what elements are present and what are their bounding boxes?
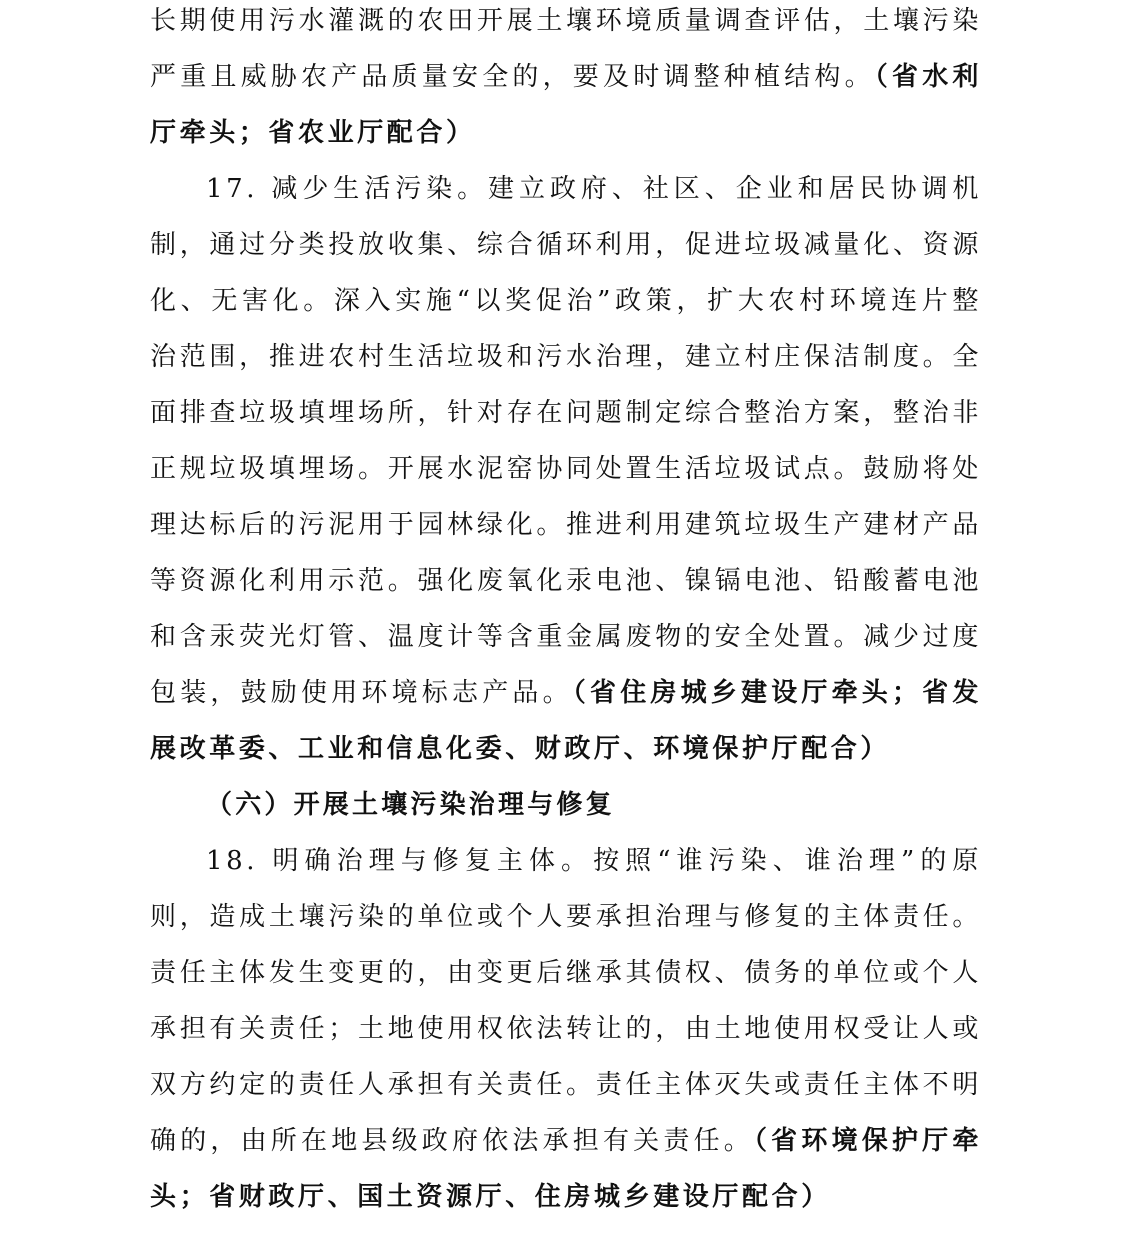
paragraph-item-17 (150, 161, 982, 777)
paragraph-continuation (150, 0, 982, 161)
responsibility-note: （省住房城乡建设厅牵头；省发展改革委、工业和信息化委、财政厅、环境保护厅配合） (150, 678, 982, 764)
paragraph-item-18 (150, 833, 982, 1225)
paragraph-text: 长期使用污水灌溉的农田开展土壤环境质量调查评估，土壤污染严重且威胁农产品质量安全的，要及时调整种植结构。 (150, 6, 982, 92)
responsibility-note: （省环境保护厅牵头；省财政厅、国土资源厅、住房城乡建设厅配合） (150, 1126, 982, 1212)
paragraph-text: 17. 减少生活污染。建立政府、社区、企业和居民协调机制，通过分类投放收集、综合循环利用，促进垃圾减量化、资源化、无害化。深入实施“以奖促治”政策，扩大农村环境连片整治范围，推进农村生活垃圾和污水治理，建立村庄保洁制度。全面排查垃圾填埋场所，针对存在问题制定综合整治方案，整治非正规垃圾填埋场。开展水泥窑协同处置生活垃圾试点。鼓励将处理达标后的污泥用于园林绿化。推进利用建筑垃圾生产建材产品等资源化利用示范。强化废氧化汞电池、镍镉电池、铅酸蓄电池和含汞荧光灯管、温度计等含重金属废物的安全处置。减少过度包装，鼓励使用环境标志产品。 (150, 174, 982, 708)
paragraph-text: 18. 明确治理与修复主体。按照“谁污染、谁治理”的原则，造成土壤污染的单位或个人要承担治理与修复的主体责任。责任主体发生变更的，由变更后继承其债权、债务的单位或个人承担有关责任；土地使用权依法转让的，由土地使用权受让人或双方约定的责任人承担有关责任。责任主体灭失或责任主体不明确的，由所在地县级政府依法承担有关责任。 (150, 846, 982, 1156)
section-heading: （六）开展土壤污染治理与修复 (206, 790, 615, 820)
responsibility-note: （省水利厅牵头；省农业厅配合） (150, 62, 982, 148)
document-page (150, 0, 982, 1233)
